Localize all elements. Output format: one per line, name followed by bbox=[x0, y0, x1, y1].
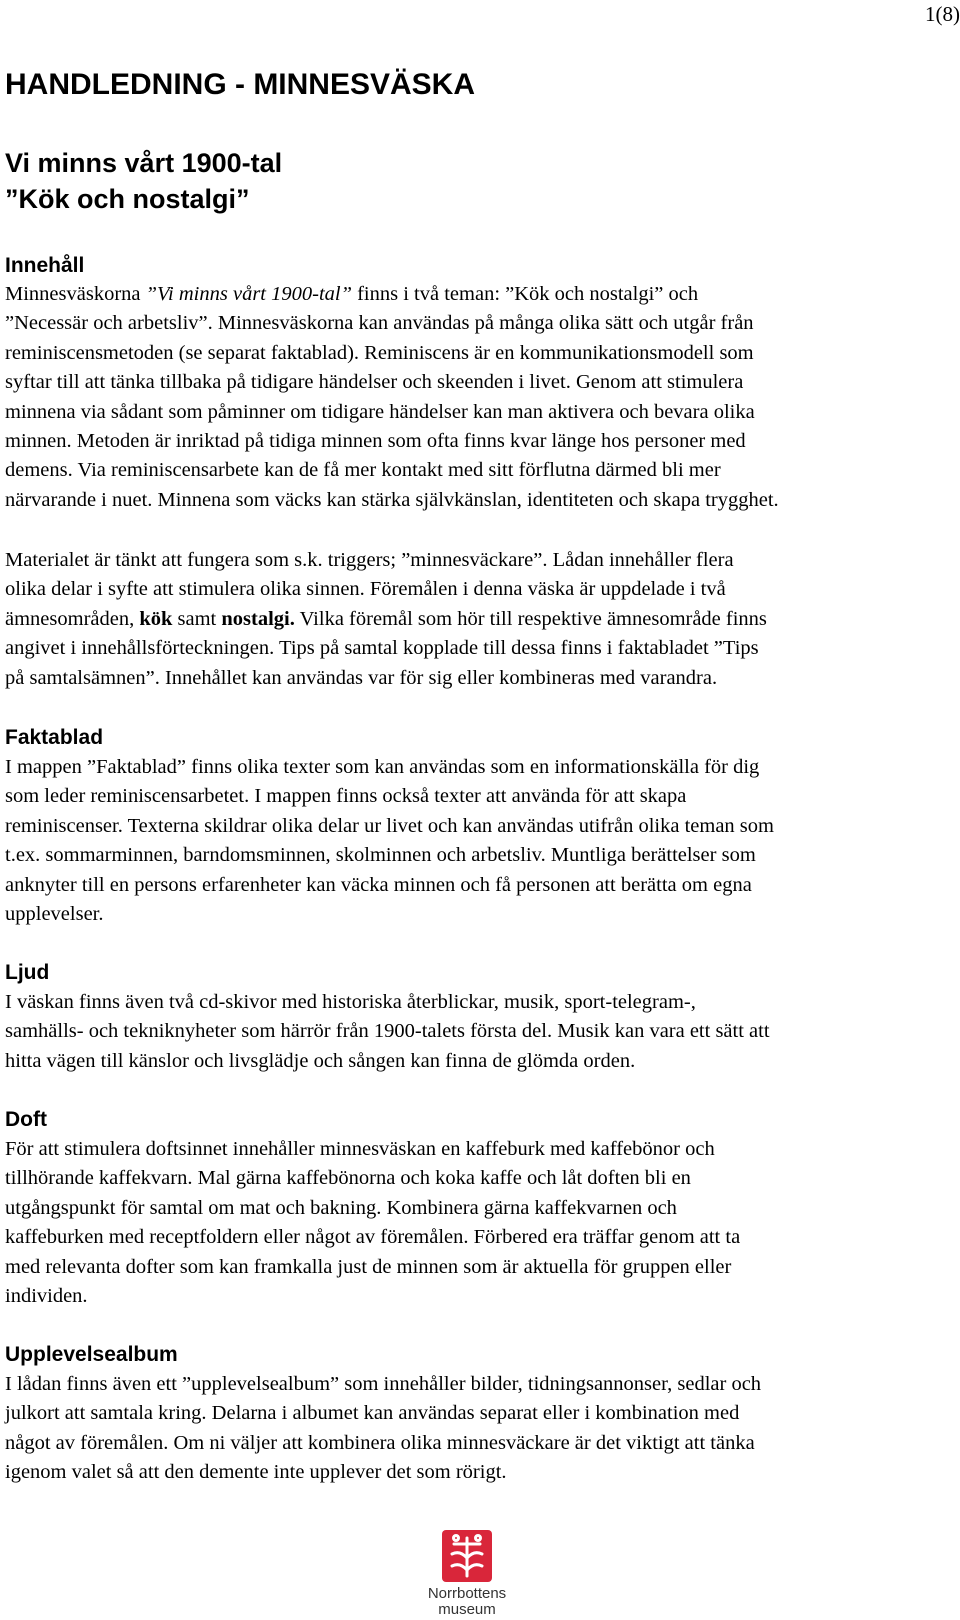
paragraph-line: För att stimulera doftsinnet innehåller minnesväskan en kaffeburk med kaffebönor och bbox=[5, 1138, 715, 1160]
paragraph-line: t.ex. sommarminnen, barndomsminnen, skolminnen och arbetsliv. Muntliga berättelser som bbox=[5, 844, 756, 867]
paragraph-line: individen. bbox=[5, 1285, 88, 1308]
document-title: HANDLEDNING - MINNESVÄSKA bbox=[5, 68, 476, 101]
paragraph-line: utgångspunkt för samtal om mat och bakning. Kombinera gärna kaffekvarnen och bbox=[5, 1196, 677, 1219]
page-number: 1(8) bbox=[925, 2, 960, 26]
paragraph-line: julkort att samtala kring. Delarna i albumet kan användas separat eller i kombination med bbox=[5, 1402, 740, 1425]
paragraph-line: Materialet är tänkt att fungera som s.k. triggers; ”minnesväckare”. Lådan innehåller flera bbox=[5, 549, 734, 571]
paragraph-line: hitta vägen till känslor och livsglädje och sången kan finna de glömda orden. bbox=[5, 1049, 636, 1072]
paragraph-line: tillhörande kaffekvarn. Mal gärna kaffebönorna och koka kaffe och låt doften bli en bbox=[5, 1167, 691, 1190]
paragraph-faktablad bbox=[5, 753, 955, 929]
paragraph-line: Minnesväskorna ”Vi minns vårt 1900-tal” finns i två teman: ”Kök och nostalgi” och bbox=[5, 283, 699, 305]
subtitle-line-2: ”Kök och nostalgi” bbox=[5, 184, 250, 214]
paragraph-line: som leder reminiscensarbetet. I mappen finns också texter att använda för att skapa bbox=[5, 785, 687, 808]
museum-emblem-icon bbox=[412, 1528, 522, 1586]
paragraph-line: samhälls- och tekniknyheter som härrör från 1900-talets första del. Musik kan vara ett sätt att bbox=[5, 1020, 770, 1043]
paragraph-line: demens. Via reminiscensarbete kan de få mer kontakt med sitt förflutna därmed bli mer bbox=[5, 459, 721, 482]
logo-text-line-1: Norrbottens bbox=[427, 1585, 507, 1602]
paragraph-line: syftar till att tänka tillbaka på tidigare händelser och skeenden i livet. Genom att stimulera bbox=[5, 371, 744, 394]
paragraph-line: I väskan finns även två cd-skivor med historiska återblickar, musik, sport-telegram-, bbox=[5, 991, 696, 1013]
paragraph-line: reminiscensmetoden (se separat faktablad). Reminiscens är en kommunikationsmodell som bbox=[5, 341, 754, 364]
heading-ljud: Ljud bbox=[5, 961, 50, 984]
logo-text-line-2: museum bbox=[438, 1601, 496, 1618]
paragraph-line: anknyter till en persons erfarenheter kan väcka minnen och få personen att berätta om egna bbox=[5, 873, 752, 896]
norrbottens-museum-logo bbox=[412, 1528, 522, 1620]
paragraph-innehall-1 bbox=[5, 280, 955, 515]
paragraph-line: kaffeburken med receptfoldern eller något av föremålen. Förbered era träffar genom att ta bbox=[5, 1226, 741, 1249]
paragraph-ljud bbox=[5, 988, 955, 1076]
paragraph-doft bbox=[5, 1135, 955, 1311]
paragraph-line: reminiscenser. Texterna skildrar olika delar ur livet och kan användas utifrån olika teman som bbox=[5, 814, 774, 837]
heading-innehall: Innehåll bbox=[5, 254, 85, 277]
paragraph-line: olika delar i syfte att stimulera olika sinnen. Föremålen i denna väska är uppdelade i två bbox=[5, 578, 726, 601]
paragraph-line: ”Necessär och arbetsliv”. Minnesväskorna kan användas på många olika sätt och utgår från bbox=[5, 312, 754, 335]
paragraph-upplevelsealbum bbox=[5, 1370, 955, 1488]
paragraph-line: ämnesområden, kök samt nostalgi. Vilka föremål som hör till respektive ämnesområde finns bbox=[5, 607, 767, 630]
paragraph-innehall-2 bbox=[5, 546, 955, 693]
heading-faktablad: Faktablad bbox=[5, 726, 104, 749]
paragraph-line: med relevanta dofter som kan framkalla just de minnen som är aktuella för gruppen eller bbox=[5, 1255, 732, 1278]
paragraph-line: angivet i innehållsförteckningen. Tips på samtal kopplade till dessa finns i faktabladet ”Tips bbox=[5, 637, 759, 660]
paragraph-line: på samtalsämnen”. Innehållet kan användas var för sig eller kombineras med varandra. bbox=[5, 666, 718, 689]
paragraph-line: I lådan finns även ett ”upplevelsealbum” som innehåller bilder, tidningsannonser, sedlar och bbox=[5, 1373, 762, 1395]
paragraph-line: närvarande i nuet. Minnena som väcks kan stärka självkänslan, identiteten och skapa trygghet. bbox=[5, 488, 779, 511]
paragraph-line: minnen. Metoden är inriktad på tidiga minnen som ofta finns kvar länge hos personer med bbox=[5, 430, 746, 453]
heading-upplevelsealbum: Upplevelsealbum bbox=[5, 1343, 178, 1366]
paragraph-line: upplevelser. bbox=[5, 903, 104, 926]
paragraph-line: minnena via sådant som påminner om tidigare händelser kan man aktivera och bevara olika bbox=[5, 400, 755, 423]
paragraph-line: något av föremålen. Om ni väljer att kombinera olika minnesväckare är det viktigt att tänka bbox=[5, 1431, 755, 1454]
paragraph-line: igenom valet så att den demente inte upplever det som rörigt. bbox=[5, 1461, 507, 1484]
paragraph-line: I mappen ”Faktablad” finns olika texter som kan användas som en informationskälla för dig bbox=[5, 756, 760, 778]
subtitle-line-1: Vi minns vårt 1900-tal bbox=[5, 148, 283, 178]
heading-doft: Doft bbox=[5, 1108, 47, 1131]
